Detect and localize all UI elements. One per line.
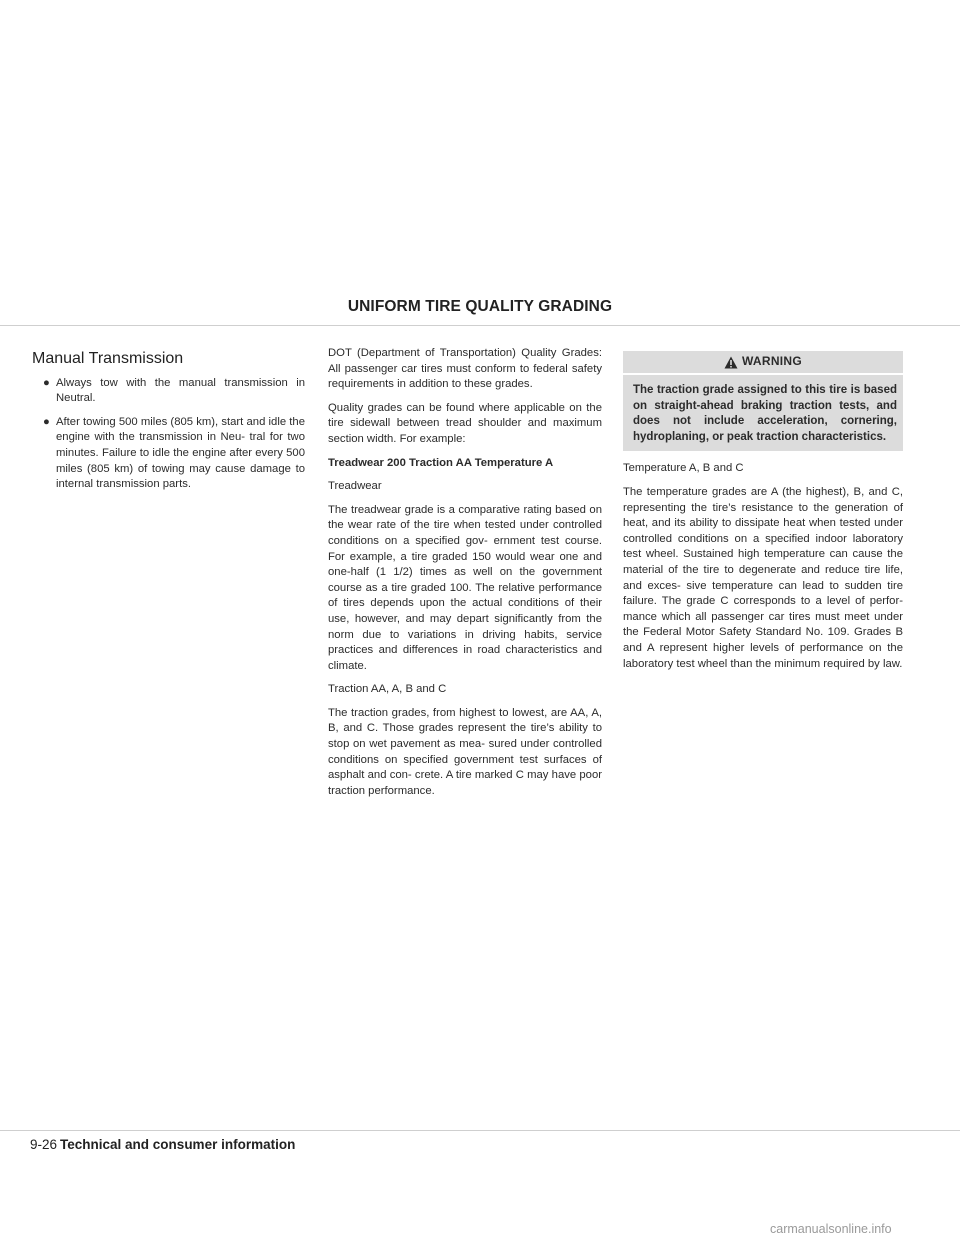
list-item: [31, 376, 305, 407]
page-number: 9-26: [30, 1137, 58, 1152]
quality-grades-location-paragraph: Quality grades can be found where applicable on the tire sidewall between tread shoulder and maximum section width. For example:: [328, 401, 602, 445]
watermark: carmanualsonline.info: [770, 1222, 892, 1236]
warning-box: [623, 351, 903, 451]
column-1: [31, 346, 305, 501]
page-footer: [30, 1137, 295, 1152]
bullet-icon: ●: [43, 376, 50, 389]
footer-divider: [0, 1130, 960, 1131]
example-grade-line: Treadwear 200 Traction AA Temperature A: [328, 456, 554, 469]
towing-bullet-list: [31, 376, 305, 493]
temperature-subheading: Temperature A, B and C: [623, 462, 744, 475]
column-3: [623, 346, 903, 680]
column-2: [328, 346, 602, 807]
warning-text: The traction grade assigned to this tire is based on straight-ahead braking traction tests, and does not include acceleration, cornering, hydroplaning, or peak traction characteristics.: [633, 384, 897, 443]
temperature-paragraph: The temperature grades are A (the highest), B, and C, representing the tire’s resistance to the generation of heat, and its ability to dissipate heat when tested under controlled conditions on a specified indoor laboratory test wheel. Sustained high temperature can cause the material of the tire to degenerate and reduce tire life, and exces- sive temperature can lead to sudden tire failure. The grade C corresponds to a level of perfor- mance which all passenger car tires must meet under the Federal Motor Safety Standard No. 109. Grades B and A represent higher levels of performance on the laboratory test wheel than the minimum required by law.: [623, 485, 903, 670]
bullet-text: After towing 500 miles (805 km), start and idle the engine with the transmission in Neu- tral for two minutes. Failure to idle the engine after every 500 miles (805 km) of towing may cause damage to internal transmission parts.: [56, 415, 305, 491]
warning-triangle-icon: [724, 356, 738, 369]
bullet-text: Always tow with the manual transmission in Neutral.: [56, 376, 305, 405]
treadwear-subheading: Treadwear: [328, 480, 382, 493]
warning-header: [623, 351, 903, 375]
manual-transmission-heading: Manual Transmission: [32, 350, 184, 367]
heading-divider: [0, 325, 960, 326]
traction-subheading: Traction AA, A, B and C: [328, 683, 447, 696]
traction-paragraph: The traction grades, from highest to lowest, are AA, A, B, and C. Those grades represent the tire’s ability to stop on wet pavement as mea- sured under controlled conditions on specified government test surfaces of asphalt and con- crete. A tire marked C may have poor traction performance.: [328, 706, 602, 797]
list-item: [31, 415, 305, 493]
section-heading: UNIFORM TIRE QUALITY GRADING: [347, 298, 613, 315]
chapter-title: Technical and consumer information: [60, 1137, 296, 1152]
warning-title: WARNING: [741, 354, 803, 369]
bullet-icon: ●: [43, 415, 50, 428]
treadwear-paragraph: The treadwear grade is a comparative rating based on the wear rate of the tire when tested under controlled conditions on a specified gov- ernment test course. For example, a tire graded 150 would wear one and one-half (1 1/2) times as well on the government course as a tire graded 100. The relative performance of tires depends upon the actual conditions of their use, however, and may depart significantly from the norm due to variations in driving habits, service practices and differences in road characteristics and climate.: [328, 503, 602, 672]
dot-quality-grades-paragraph: DOT (Department of Transportation) Quality Grades: All passenger car tires must conform to federal safety requirements in addition to these grades.: [328, 347, 602, 391]
